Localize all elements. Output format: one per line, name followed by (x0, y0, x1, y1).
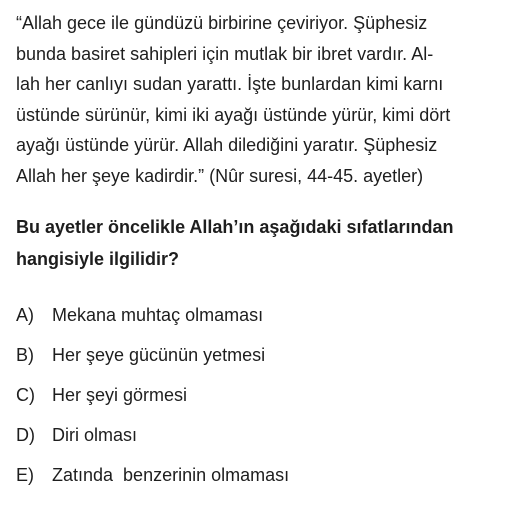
option-letter: D) (16, 425, 35, 445)
passage-line: ayağı üstünde yürür. Allah dilediğini yaratır. Şüphesiz (16, 135, 438, 155)
option-text: Her şeye gücünün yetmesi (52, 345, 266, 365)
option-c[interactable] (16, 385, 496, 405)
option-b[interactable] (16, 345, 496, 365)
option-e[interactable] (16, 465, 496, 485)
option-letter: B) (16, 345, 34, 365)
option-text: Diri olması (52, 425, 138, 445)
passage-line: “Allah gece ile gündüzü birbirine çeviriyor. Şüphesiz (16, 13, 428, 33)
verse-passage (16, 8, 496, 191)
option-letter: E) (16, 465, 34, 485)
option-letter: C) (16, 385, 35, 405)
option-text: Zatında benzerinin olmaması (52, 465, 290, 485)
passage-line: Allah her şeye kadirdir.” (Nûr suresi, 44-45. ayetler) (16, 165, 424, 186)
option-text: Mekana muhtaç olmaması (52, 305, 264, 325)
passage-line: üstünde sürünür, kimi iki ayağı üstünde yürür, kimi dört (16, 104, 451, 125)
option-d[interactable] (16, 425, 496, 445)
option-letter: A) (16, 305, 34, 325)
passage-line: bunda basiret sahipleri için mutlak bir ibret vardır. Al- (16, 43, 434, 64)
question-stem (16, 211, 496, 275)
option-a[interactable] (16, 305, 496, 325)
option-text: Her şeyi görmesi (52, 385, 188, 405)
passage-line: lah her canlıyı sudan yarattı. İşte bunlardan kimi karnı (16, 74, 444, 94)
question-line: hangisiyle ilgilidir? (16, 249, 180, 269)
answer-options (16, 305, 496, 485)
question-line: Bu ayetler öncelikle Allah’ın aşağıdaki sıfatlarından (16, 217, 454, 237)
